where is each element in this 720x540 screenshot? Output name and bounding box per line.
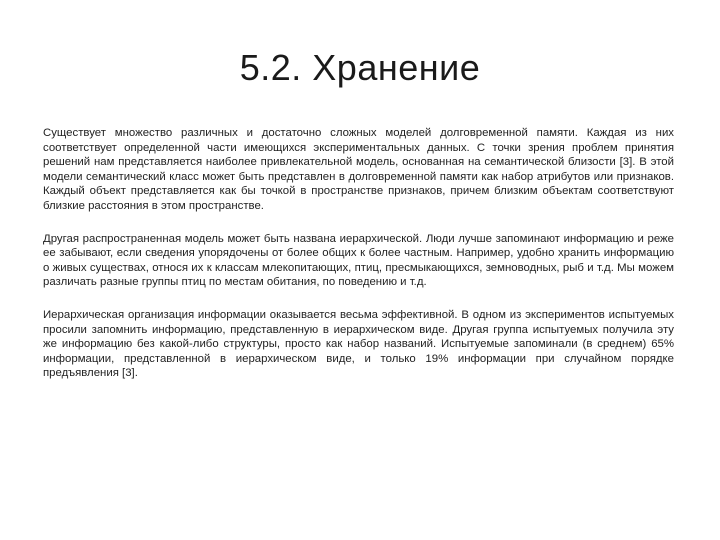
paragraph-1: Существует множество различных и достаточно сложных моделей долговременной памяти. Каждая из них соответствует определенной части имеющихся экспериментальных данных. С точки зрения проблем принятия решений нам представляется наиболее привлекательной модель, основанная на семантической близости [3]. В этой модели семантический класс может быть представлен в долговременной памяти как набор атрибутов или признаков. Каждый объект представляется как бы точкой в пространстве признаков, причем близким объектам соответствуют близкие расстояния в этом пространстве. — [43, 127, 674, 212]
paragraph-2: Другая распространенная модель может быть названа иерархической. Люди лучше запоминают информацию и реже ее забывают, если сведения упорядочены от более общих к более частным. Например, удобно хранить информацию о живых существах, относя их к классам млекопитающих, птиц, пресмыкающихся, земноводных, рыб и т.д. Мы можем различать разные группы птиц по местам обитания, по поведению и т.д. — [43, 232, 674, 289]
paragraph-3: Иерархическая организация информации оказывается весьма эффективной. В одном из экспериментов испытуемых просили запомнить информацию, представленную в иерархическом виде. Другая группа испытуемых получила эту же информацию без какой-либо структуры, просто как набор названий. Испытуемые запоминали (в среднем) 65% информации, представленной в иерархическом виде, и только 19% информации при случайном порядке предъявления [3]. — [43, 308, 674, 380]
slide-body — [43, 126, 674, 381]
slide-title: 5.2. Хранение — [239, 47, 481, 88]
